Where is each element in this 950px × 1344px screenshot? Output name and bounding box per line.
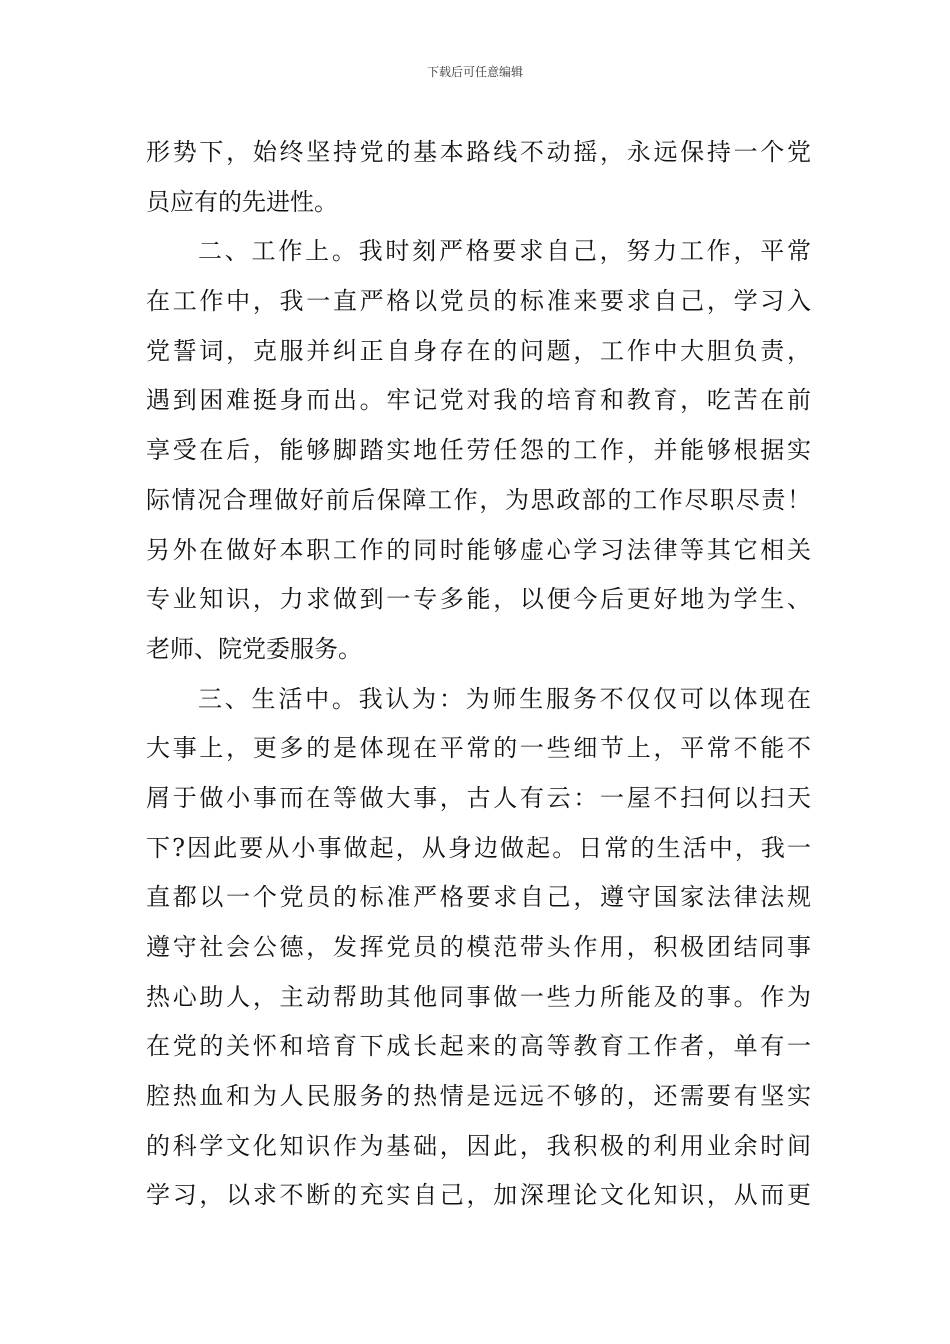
- text-line: 在党的关怀和培育下成长起来的高等教育工作者，单有一: [146, 1032, 811, 1061]
- text-line: 大事上，更多的是体现在平常的一些细节上，平常不能不: [146, 734, 811, 763]
- text-line: 三、生活中。我认为：为师生服务不仅仅可以体现在: [198, 684, 811, 713]
- text-line: 直都以一个党员的标准严格要求自己，遵守国家法律法规: [146, 883, 811, 912]
- page-header: 下载后可任意编辑: [426, 65, 523, 79]
- text-line: 的科学文化知识作为基础，因此，我积极的利用业余时间: [146, 1131, 811, 1160]
- text-line: 遇到困难挺身而出。牢记党对我的培育和教育，吃苦在前: [146, 386, 811, 415]
- text-line: 另外在做好本职工作的同时能够虚心学习法律等其它相关: [146, 535, 811, 564]
- text-line: 屑于做小事而在等做大事，古人有云：一屋不扫何以扫天: [146, 783, 811, 812]
- text-line: 员应有的先进性。: [146, 187, 338, 216]
- text-line: 热心助人，主动帮助其他同事做一些力所能及的事。作为: [146, 982, 811, 1011]
- text-line: 党誓词，克服并纠正自身存在的问题，工作中大胆负责，: [146, 336, 811, 365]
- text-line: 专业知识，力求做到一专多能，以便今后更好地为学生、: [146, 585, 811, 614]
- text-line: 学习，以求不断的充实自己，加深理论文化知识，从而更: [146, 1181, 811, 1210]
- text-line: 享受在后，能够脚踏实地任劳任怨的工作，并能够根据实: [146, 436, 811, 465]
- text-line: 下?因此要从小事做起，从身边做起。日常的生活中，我一: [146, 833, 811, 862]
- text-line: 在工作中，我一直严格以党员的标准来要求自己，学习入: [146, 287, 811, 316]
- text-line: 形势下，始终坚持党的基本路线不动摇，永远保持一个党: [146, 138, 811, 166]
- text-line: 际情况合理做好前后保障工作，为思政部的工作尽职尽责！: [146, 485, 811, 514]
- text-line: 二、工作上。我时刻严格要求自己，努力工作，平常: [198, 237, 811, 266]
- text-line: 腔热血和为人民服务的热情是远远不够的，还需要有坚实: [146, 1082, 811, 1111]
- body-text: [146, 128, 811, 1221]
- text-line: 老师、院党委服务。: [146, 634, 362, 663]
- text-line: 遵守社会公德，发挥党员的模范带头作用，积极团结同事: [146, 933, 811, 961]
